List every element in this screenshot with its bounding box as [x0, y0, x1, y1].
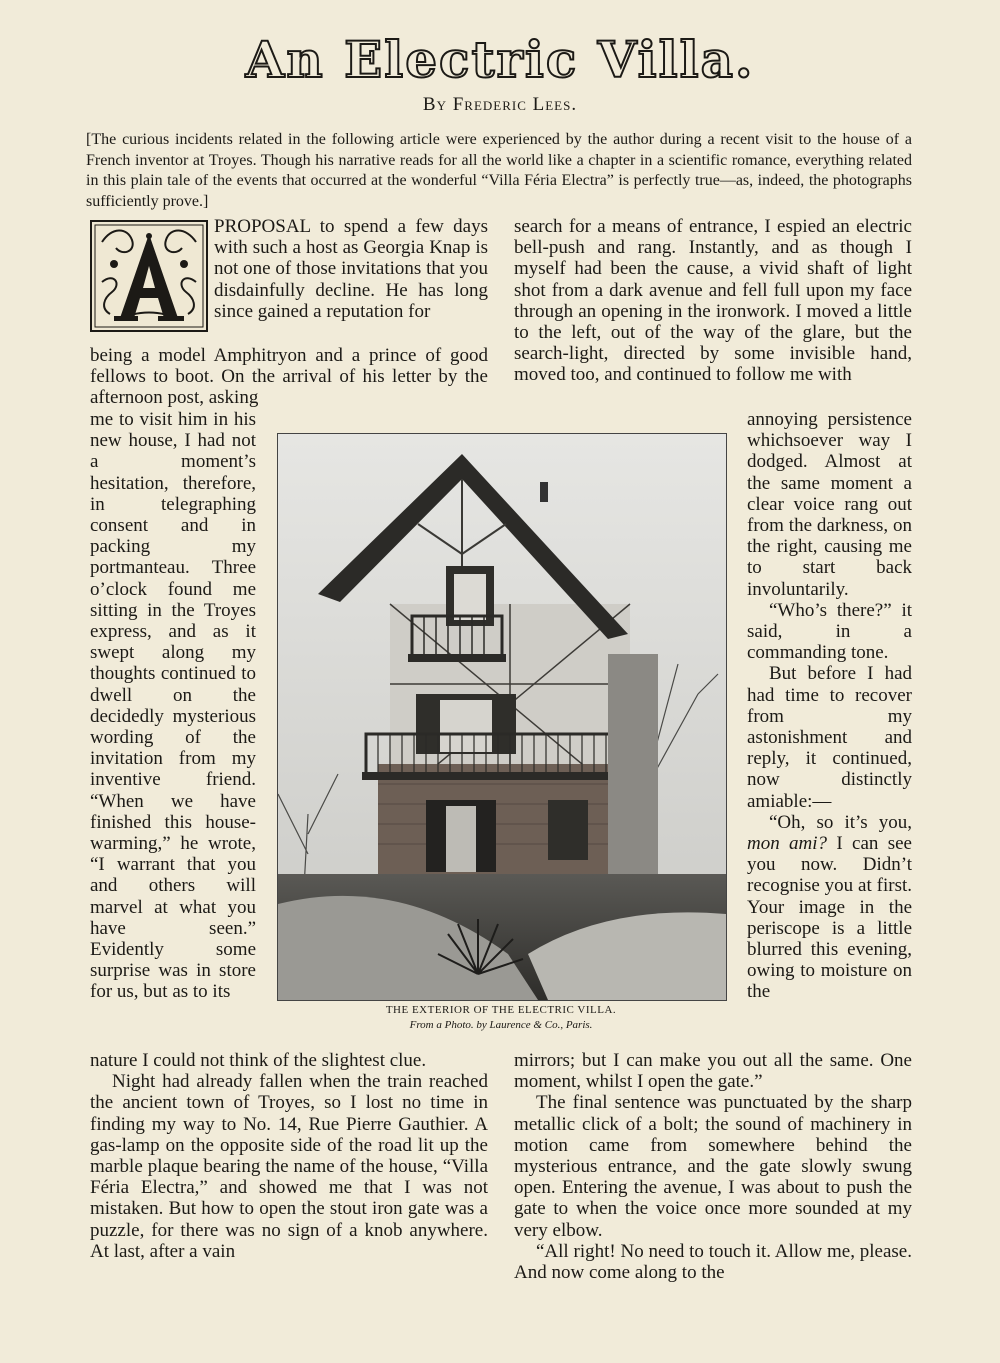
col2-narrow-para-1: annoying persistence whichsoever way I dodged. Almost at the same moment a clear voice rang out from the darkness, on the right, causing me to start back involuntarily. [747, 409, 912, 600]
col2-paragraph-final: The final sentence was punctuated by the sharp metallic click of a bolt; the sound of machinery in motion came from somewhere behind the mysterious entrance, and the gate slowly swung open. Entering the avenue, I was about to push the gate to when the voice once more sounded at my very elbow. [514, 1092, 912, 1241]
col1-full-width-text: being a model Amphitryon and a prince of good fellows to boot. On the arrival of his letter by the afternoon post, asking [90, 345, 488, 409]
photo-caption: THE EXTERIOR OF THE ELECTRIC VILLA. [385, 1004, 617, 1016]
article-title: An Electric Villa. [245, 30, 755, 89]
ornamental-drop-cap-a-icon [90, 220, 208, 332]
photo-credit: From a Photo. by Laurence & Co., Paris. [409, 1019, 593, 1031]
col2-para-4-italic: mon ami? [747, 833, 828, 855]
col2-para-4-before: “Oh, so it’s you, [769, 811, 912, 833]
col2-top-text: search for a means of entrance, I espied an electric bell-push and rang. Instantly, and as though I myself had been the cause, a vivid shaft of light shot from a dark avenue and fell full upon my face through an opening in the ironwork. I moved a little to the left, out of the way of the glare, but the search-light, directed by some invisible hand, moved too, and continued to follow me with [514, 216, 912, 386]
col1-narrow-text: me to visit him in his new house, I had not a moment’s hesitation, therefore, in telegraphing consent and in packing my portmanteau. Three o’clock found me sitting in the Troyes express, and as it swept along my thoughts continued to dwell on the decidedly mysterious wording of the invitation from my inventive friend. “When we have finished this house-warming,” he wrote, “I warrant that you and others will marvel at what you have seen.” Evidently some surprise was in store for us, but as to its [90, 409, 256, 1003]
col2-para-4-after: I can see you now. Didn’t recognise you at first. Your image in the periscope is a little blurred this evening, owing to moisture on the [747, 833, 912, 1003]
col1-paragraph-2: Night had already fallen when the train reached the ancient town of Troyes, so I lost no time in finding my way to No. 14, Rue Pierre Gauthier. A gas-lamp on the opposite side of the road lit up the marble plaque bearing the name of the house, “Villa Féria Electra,” and showed me that I was not mistaken. But how to open the stout iron gate was a puzzle, for there was no sign of a knob anywhere. At last, after a vain [90, 1071, 488, 1262]
col2-paragraph-last: “All right! No need to touch it. Allow me, please. And now come along to the [514, 1240, 912, 1284]
col2-narrow-para-4 [747, 812, 912, 1003]
col2-narrow-para-3: But before I had had time to recover from my astonishment and reply, it continued, now distinctly amiable:— [747, 663, 912, 812]
byline: By Frederic Lees. [422, 94, 578, 115]
villa-photograph [277, 433, 727, 1001]
col2-narrow-para-2: “Who’s there?” it said, in a commanding tone. [747, 599, 912, 664]
col1-dropcap-text: PROPOSAL to spend a few days with such a host as Georgia Knap is not one of those invitations that you disdainfully decline. He has long since gained a reputation for [214, 216, 488, 322]
col2-bottom-text: mirrors; but I can make you out all the same. One moment, whilst I open the gate.” [514, 1050, 912, 1093]
col1-bottom-text: nature I could not think of the slightest clue. [90, 1050, 427, 1071]
intro-paragraph: [The curious incidents related in the following article were experienced by the author during a recent visit to the house of a French inventor at Troyes. Though his narrative reads for all the world like a chapter in a scientific romance, everything related in this plain tale of the events that occurred at the wonderful “Villa Féria Electra” is perfectly true—as, indeed, the photographs sufficiently prove.] [86, 131, 912, 210]
